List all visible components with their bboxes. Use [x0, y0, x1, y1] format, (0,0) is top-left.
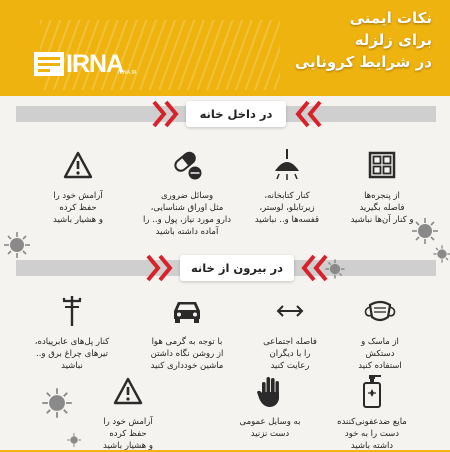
warning-icon	[113, 377, 143, 405]
tip-text: از ماسک و دستکش استفاده کنید	[358, 337, 402, 371]
tip-item	[328, 292, 432, 372]
chevrons-right-icon	[292, 99, 324, 129]
tip-text: فاصله اجتماعی را با دیگران رعایت کنید	[263, 337, 317, 371]
tip-item	[238, 292, 342, 372]
tip-item	[330, 146, 434, 226]
tip-item	[135, 292, 239, 372]
tip-item	[76, 372, 180, 452]
section-title-outside: در بیرون از خانه	[180, 255, 294, 281]
tip-text: از پنجره‌ها فاصله بگیرید و کنار آن‌ها نباشید	[350, 191, 414, 225]
hand-stop-icon	[256, 374, 284, 408]
pills-icon	[171, 149, 203, 181]
virus-icon	[66, 432, 82, 448]
title-line-3: در شرایط کرونایی	[294, 53, 432, 71]
tip-text: آرامش خود را حفظ کرده و هشیار باشید	[53, 191, 103, 225]
car-icon	[171, 298, 203, 324]
virus-icon	[40, 386, 74, 420]
virus-icon	[324, 258, 346, 280]
tip-text: با توجه به گرمی هوا از روشن نگاه داشتن ماشین خودداری کنید	[150, 337, 224, 371]
virus-icon	[2, 230, 32, 260]
chandelier-icon	[271, 149, 303, 181]
sanitizer-icon	[360, 374, 384, 408]
content-card	[0, 96, 450, 450]
power-pole-icon	[60, 295, 84, 327]
chevrons-left-icon	[144, 253, 176, 283]
title-line-1: نکات ایمنی	[349, 9, 432, 27]
tip-text: آرامش خود را حفظ کرده و هشیار باشید	[103, 417, 153, 451]
logo-text: IRNA	[66, 50, 124, 78]
section-title-inside: در داخل خانه	[186, 101, 286, 127]
tip-item	[320, 372, 424, 452]
window-icon	[368, 151, 396, 179]
distance-arrows-icon	[275, 303, 305, 319]
tip-item	[218, 372, 322, 440]
tip-text: کنار پل‌های عابرپیاده، تیرهای چراغ برق و.. نباشید	[34, 337, 110, 371]
tip-text: به وسایل عمومی دست نزنید	[239, 417, 301, 439]
chevrons-left-icon	[150, 99, 182, 129]
tip-text: کنار کتابخانه، زیرتابلو، لوستر، قفسه‌ها و.. نباشید	[254, 191, 320, 225]
tip-item	[235, 146, 339, 226]
tip-item	[26, 146, 130, 226]
irna-logo	[34, 50, 137, 80]
tip-item	[20, 292, 124, 372]
warning-icon	[63, 151, 93, 179]
tip-item	[135, 146, 239, 238]
title-line-2: برای زلزله	[354, 31, 432, 49]
virus-icon	[432, 244, 450, 264]
virus-icon	[410, 216, 440, 246]
tip-text: وسائل ضروری مثل اوراق شناسایی، دارو مورد نیاز، پول و.. را آماده داشته باشید	[143, 191, 231, 237]
logo-mark	[34, 52, 64, 76]
logo-subtext: IRNA.IR	[118, 70, 137, 76]
mask-icon	[364, 297, 396, 325]
tip-text: مایع ضدعفونی‌کننده دست را به خود داشته باشید	[337, 417, 407, 451]
